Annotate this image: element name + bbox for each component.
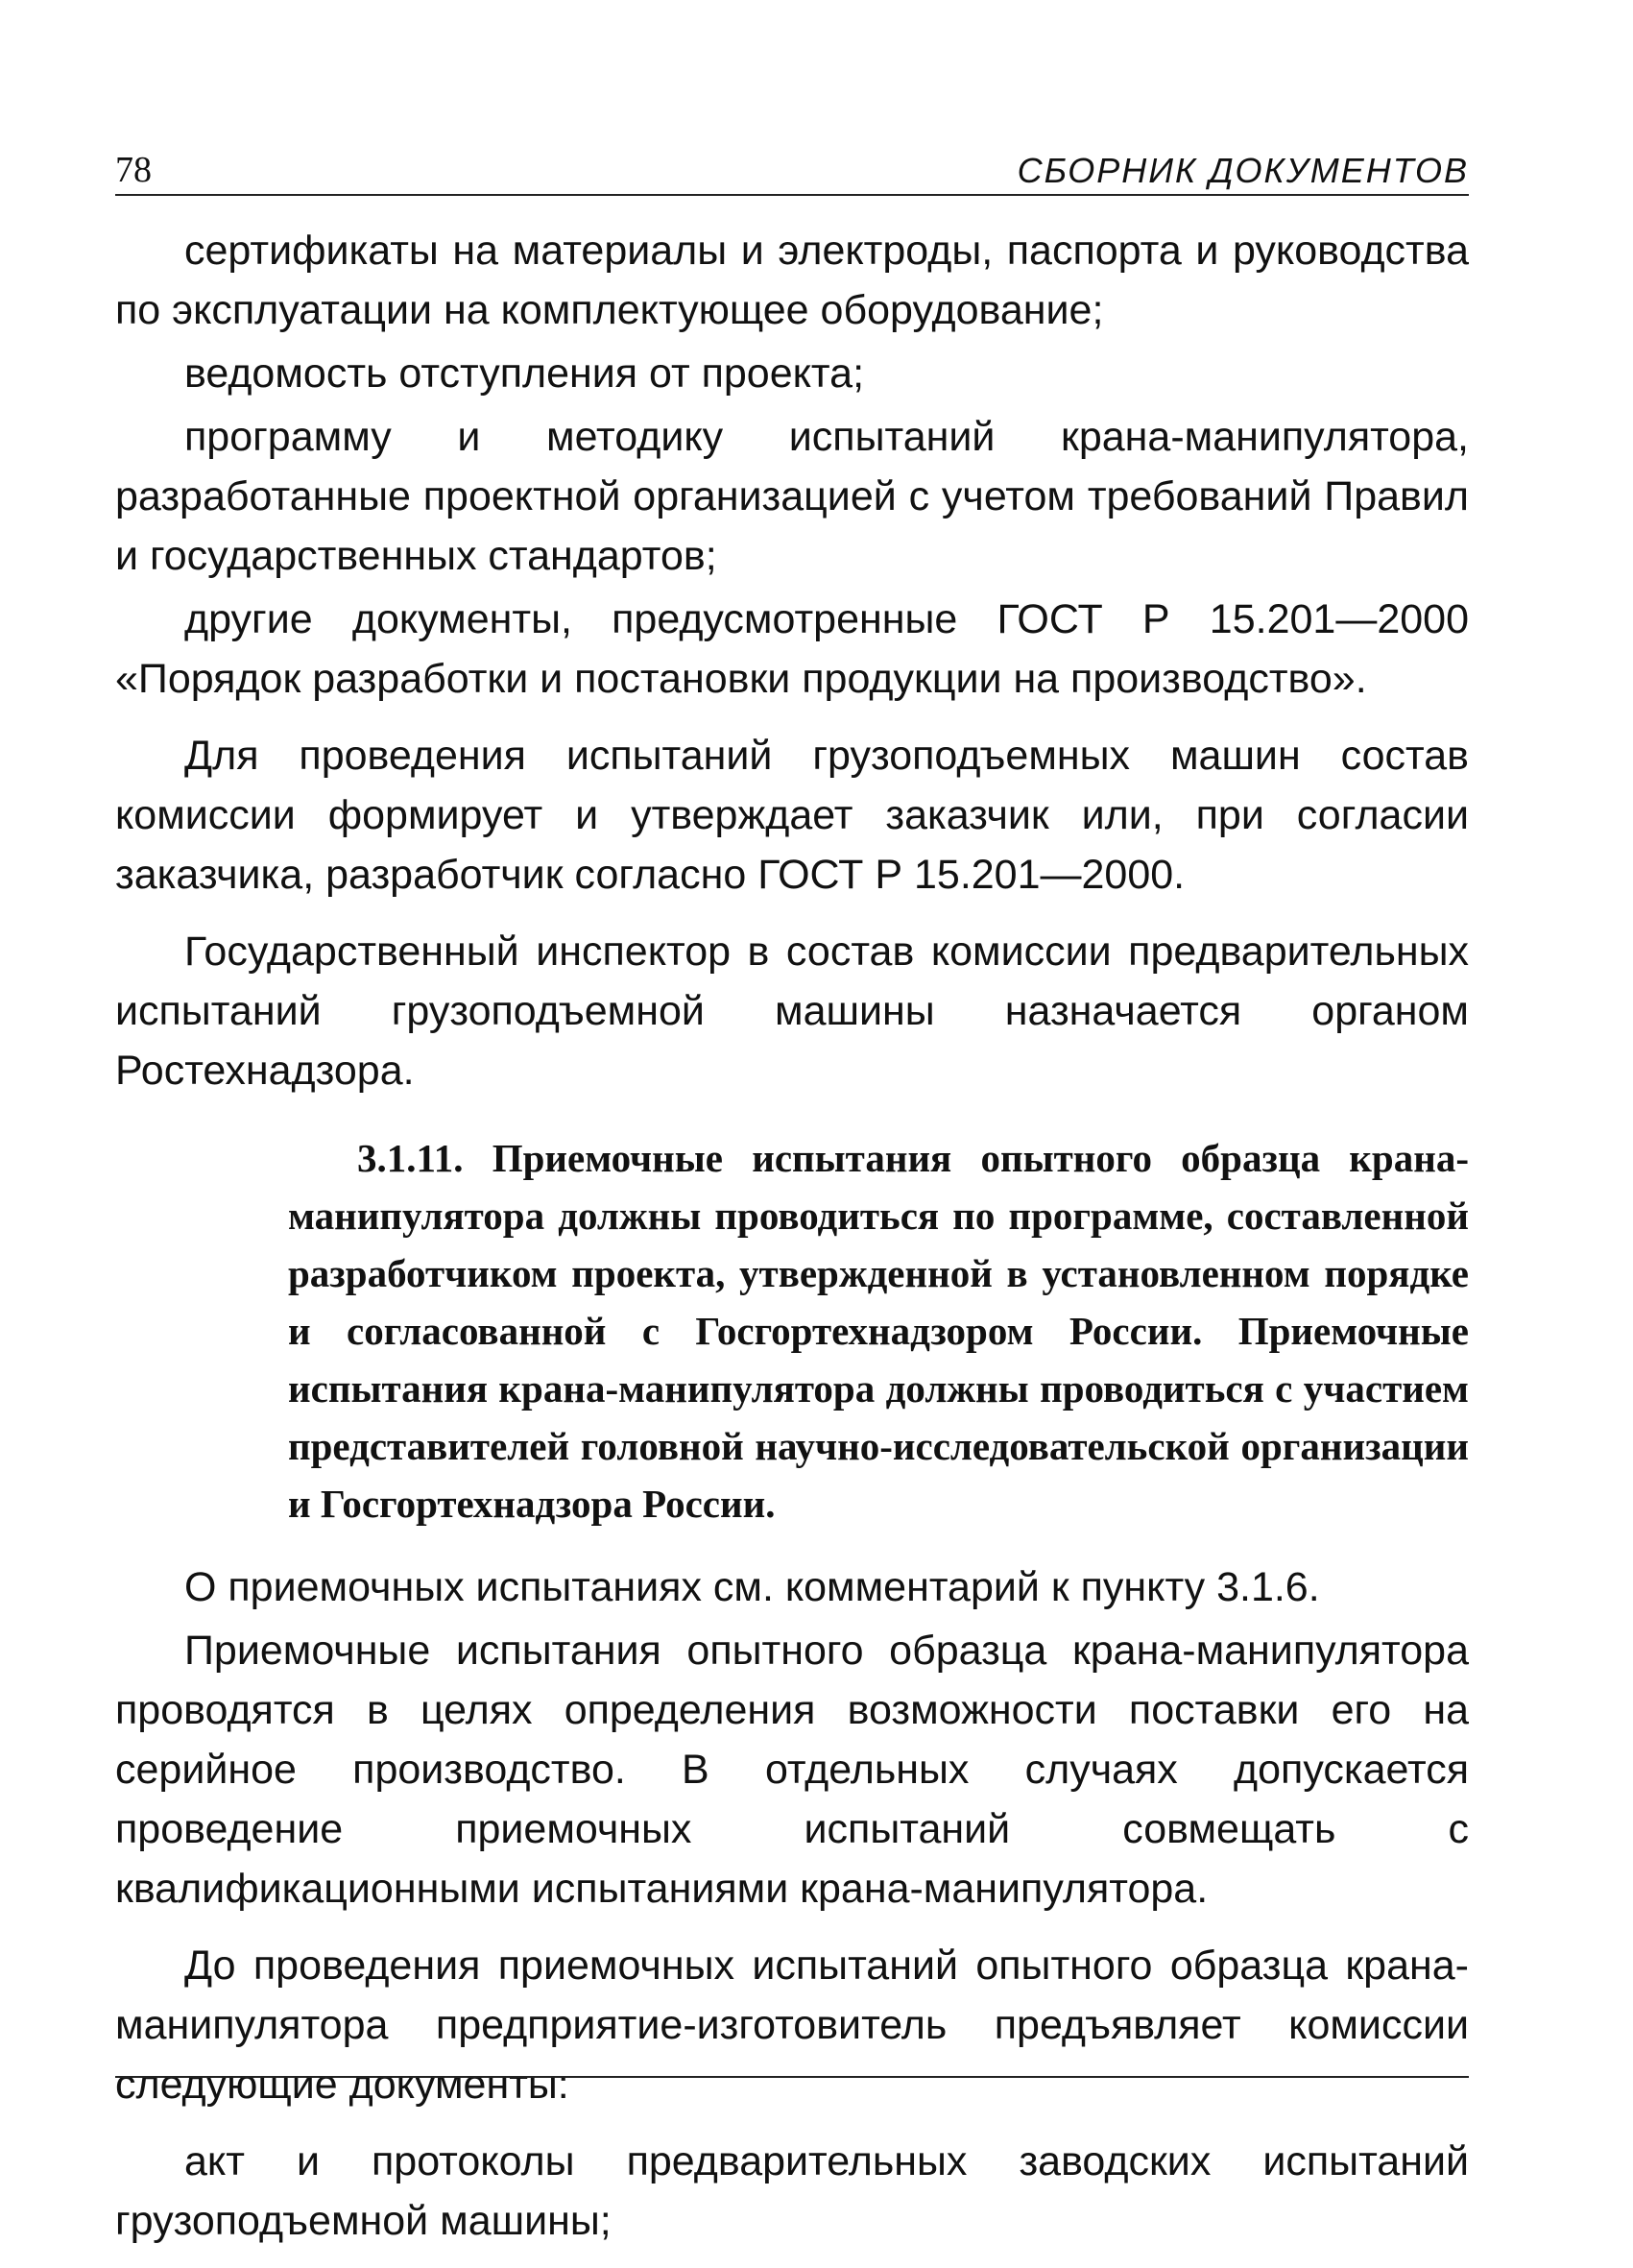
body-text [115, 221, 1469, 2251]
paragraph: Государственный инспектор в состав комиссии предварительных испытаний грузоподъемной машины назначается органом Ростехнадзора. [115, 929, 1469, 1094]
paragraph: Для проведения испытаний грузоподъемных машин состав комиссии формирует и утверждает заказчик или, при согласии заказчика, разработчик согласно ГОСТ Р 15.201—2000. [115, 733, 1469, 898]
bottom-rule [115, 2076, 1469, 2078]
paragraph: программу и методику испытаний крана-манипулятора, разработанные проектной организацией с учетом требований Правил и государственных стандартов; [115, 414, 1469, 579]
paragraph: акт и протоколы предварительных заводских испытаний грузоподъемной машины; [115, 2138, 1469, 2244]
paragraph: О приемочных испытаниях см. комментарий к пункту 3.1.6. [184, 1564, 1320, 1610]
document-page [115, 134, 1469, 2244]
paragraph: ведомость отступления от проекта; [184, 350, 865, 397]
page-number: 78 [115, 150, 152, 190]
paragraph: До проведения приемочных испытаний опытного образца крана-манипулятора предприятие-изготовитель предъявляет комиссии следующие документы: [115, 1942, 1469, 2108]
paragraph: другие документы, предусмотренные ГОСТ Р 15.201—2000 «Порядок разработки и постановки продукции на производство». [115, 596, 1469, 702]
running-title: СБОРНИК ДОКУМЕНТОВ [1017, 151, 1469, 190]
page-header [115, 134, 1469, 196]
paragraph: сертификаты на материалы и электроды, паспорта и руководства по эксплуатации на комплектующее оборудование; [115, 228, 1469, 333]
section-3-1-11: 3.1.11. Приемочные испытания опытного образца крана-манипулятора должны проводиться по программе, составленной разработчиком проекта, утвержденной в установленном порядке и согласованной с Госгортехнадзором России. Приемочные испытания крана-манипулятора должны проводиться с участием представителей головной научно-исследовательской организации и Госгортехнадзора России. [288, 1136, 1469, 1526]
paragraph: Приемочные испытания опытного образца крана-манипулятора проводятся в целях определения возможности поставки его на серийное производство. В отдельных случаях допускается проведение приемочных испытаний совмещать с квалификационными испытаниями крана-манипулятора. [115, 1628, 1469, 1912]
